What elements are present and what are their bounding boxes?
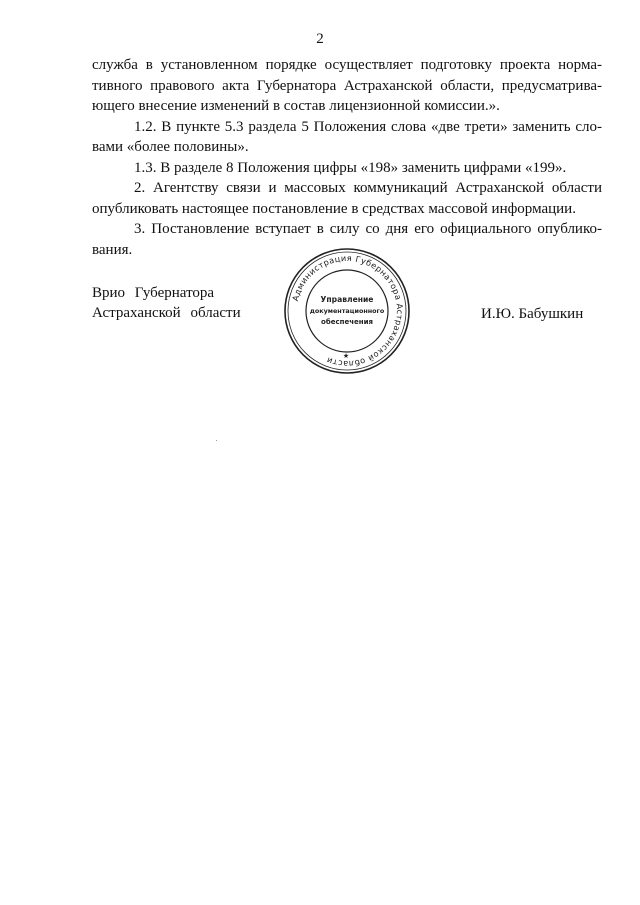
paragraph-continuation: служба в установленном порядке осуществляет подготовку проекта нормативного правового акта Губернатора Астраханской области, предусматривающего внесение изменений в состав лицензионной комиссии.». bbox=[92, 57, 602, 114]
seal-center-line3: обеспечения bbox=[321, 318, 373, 326]
signer-position-line1: Врио Губернатора bbox=[92, 285, 215, 301]
paragraph-3: 3. Постановление вступает в силу со дня его официального опубликования. bbox=[92, 221, 602, 258]
seal-ring-text: Администрация Губернатора Астраханской области bbox=[290, 252, 406, 370]
seal-center-line2: документационного bbox=[309, 307, 385, 315]
seal-star: ★ bbox=[342, 352, 350, 360]
paragraph-2: 2. Агентству связи и массовых коммуникаций Астраханской области опубликовать настоящее постановление в средствах массовой информации. bbox=[92, 180, 602, 217]
signer-name: И.Ю. Бабушкин bbox=[481, 306, 584, 322]
signer-position bbox=[92, 283, 241, 323]
paragraph-1-2: 1.2. В пункте 5.3 раздела 5 Положения слова «две трети» заменить словами «более половины». bbox=[92, 118, 602, 155]
seal-center-line1: Управление bbox=[320, 295, 374, 304]
official-seal-stamp bbox=[282, 246, 412, 376]
paragraph-1-3: 1.3. В разделе 8 Положения цифры «198» заменить цифрами «199». bbox=[134, 159, 567, 176]
document-body bbox=[92, 55, 602, 260]
signer-position-line2: Астраханской области bbox=[92, 305, 241, 321]
page-number: 2 bbox=[316, 31, 324, 47]
scan-speck bbox=[216, 440, 217, 441]
